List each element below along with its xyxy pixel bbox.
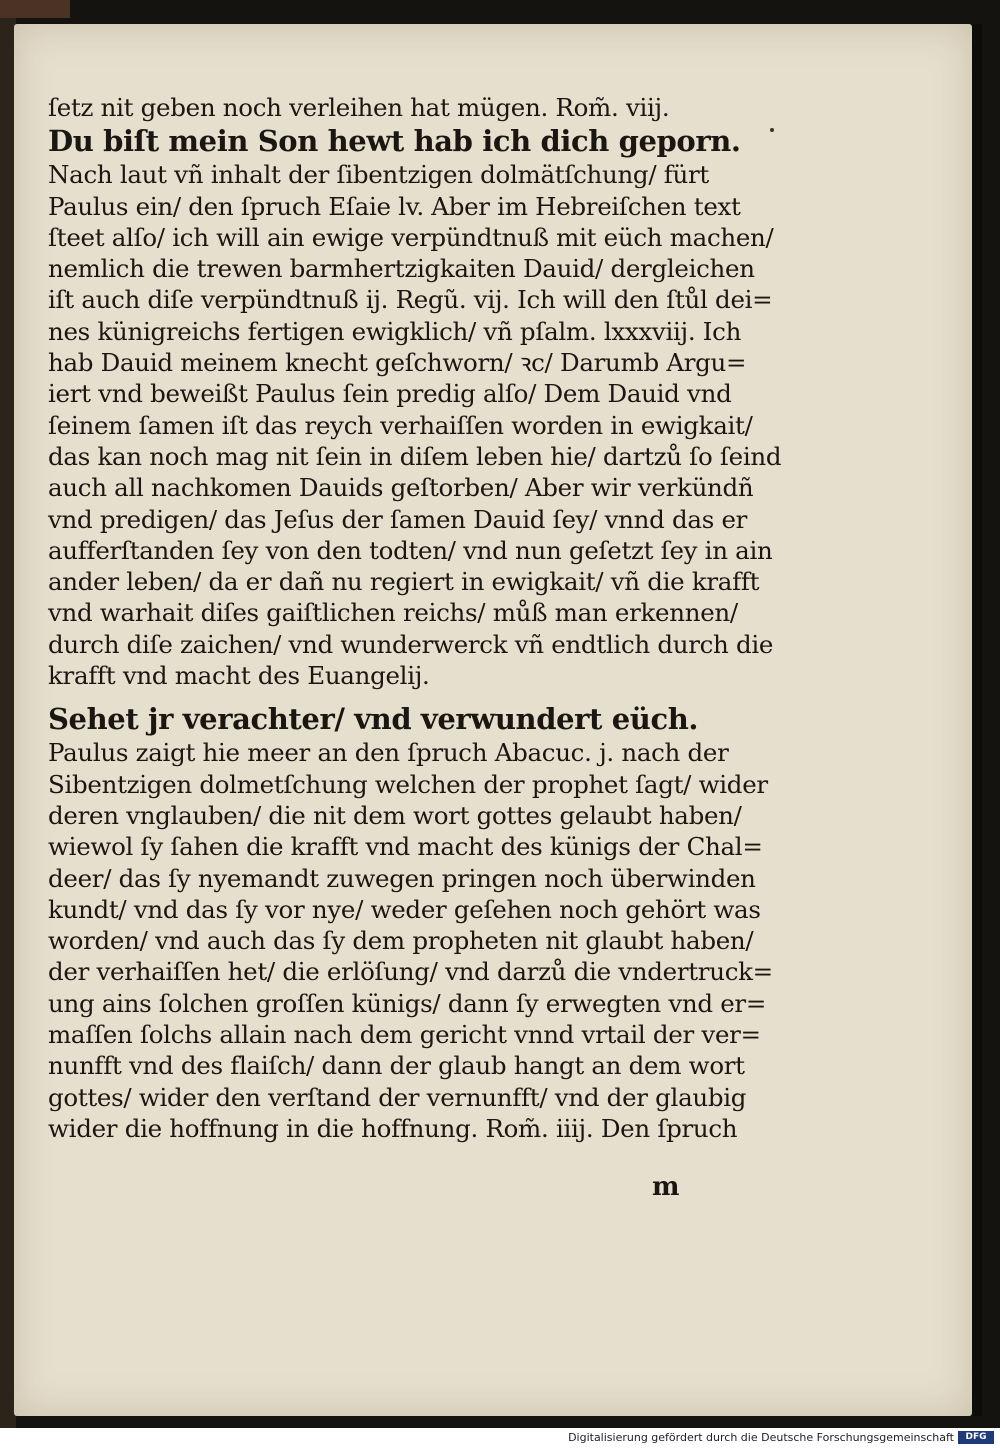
text-line: iſt auch diſe verpündtnuß ij. Regũ. vij. Ich will den ſtůl dei=: [48, 285, 773, 315]
text-line: deren vnglauben/ die nit dem wort gottes gelaubt haben/: [48, 800, 742, 830]
text-line: Sibentzigen dolmetſchung welchen der prophet ſagt/ wider: [48, 769, 768, 799]
text-line: der verhaiſſen het/ die erlöſung/ vnd darzů die vndertruck=: [48, 957, 773, 987]
text-line: aufferſtanden ſey von den todten/ vnd nun geſetzt ſey in ain: [48, 535, 773, 565]
text-line: kundt/ vnd das ſy vor nye/ weder geſehen noch gehört was: [48, 894, 761, 924]
text-line: auch all nachkomen Dauids geſtorben/ Aber wir verkündñ: [48, 473, 754, 503]
digitization-footer: [0, 1428, 1000, 1448]
text-line: vnd warhait diſes gaiſtlichen reichs/ můß man erkennen/: [48, 598, 738, 628]
page-edge-shadow: [972, 24, 982, 1416]
section-heading: Sehet jr verachter/ vnd verwundert eüch.: [48, 702, 699, 737]
page-text: [48, 92, 782, 1144]
dfg-logo: DFG: [958, 1431, 994, 1444]
text-line: durch diſe zaichen/ vnd wunderwerck vñ endtlich durch die: [48, 629, 774, 659]
section-heading: Du biſt mein Son hewt hab ich dich geporn.: [48, 124, 741, 159]
text-line: wider die hoffnung in die hoffnung. Rom̃. iiij. Den ſpruch: [48, 1113, 738, 1143]
text-line: ſetz nit geben noch verleihen hat mügen. Rom̃. viij.: [48, 93, 670, 122]
text-line: maſſen ſolchs allain nach dem gericht vnnd vrtail der ver=: [48, 1020, 761, 1050]
text-line: vnd predigen/ das Jeſus der ſamen Dauid ſey/ vnnd das er: [48, 504, 748, 534]
text-line: worden/ vnd auch das ſy dem propheten nit glaubt haben/: [48, 926, 754, 956]
text-line: ander leben/ da er dañ nu regiert in ewigkait/ vñ die krafft: [48, 567, 760, 597]
text-line: nunfft vnd des flaiſch/ dann der glaub hangt an dem wort: [48, 1051, 745, 1081]
text-line: nes künigreichs fertigen ewigklich/ vñ pſalm. lxxxviij. Ich: [48, 316, 742, 346]
text-line: ung ains ſolchen groſſen künigs/ dann ſy erwegten vnd er=: [48, 988, 767, 1018]
text-line: deer/ das ſy nyemandt zuwegen pringen noch überwinden: [48, 863, 756, 893]
text-line: das kan noch mag nit ſein in diſem leben hie/ dartzů ſo ſeind: [48, 441, 782, 471]
binding-fragment: [0, 0, 70, 18]
text-line: hab Dauid meinem knecht geſchworn/ ꝛc/ Darumb Argu=: [48, 348, 747, 378]
funding-credit: Digitalisierung gefördert durch die Deutsche Forschungsgemeinschaft: [568, 1431, 954, 1444]
text-line: ſeinem ſamen iſt das reych verhaiſſen worden in ewigkait/: [48, 410, 753, 440]
text-line: Nach laut vñ inhalt der ſibentzigen dolmätſchung/ fürt: [48, 160, 709, 190]
text-line: nemlich die trewen barmhertzigkaiten Dauid/ dergleichen: [48, 254, 755, 284]
text-line: wiewol ſy ſahen die krafft vnd macht des künigs der Chal=: [48, 832, 763, 862]
text-line: iert vnd beweißt Paulus ſein predig alſo/ Dem Dauid vnd: [48, 379, 732, 409]
text-line: gottes/ wider den verſtand der vernunfft/ vnd der glaubig: [48, 1082, 747, 1112]
text-line: krafft vnd macht des Euangelij.: [48, 661, 430, 691]
signature-mark: m: [652, 1172, 680, 1202]
paragraph-gap: [48, 691, 778, 701]
text-line: Paulus ein/ den ſpruch Eſaie lv. Aber im Hebreiſchen text: [48, 191, 741, 221]
text-line: ſteet alſo/ ich will ain ewige verpündtnuß mit eüch machen/: [48, 222, 774, 252]
text-line: Paulus zaigt hie meer an den ſpruch Abacuc. j. nach der: [48, 738, 729, 768]
